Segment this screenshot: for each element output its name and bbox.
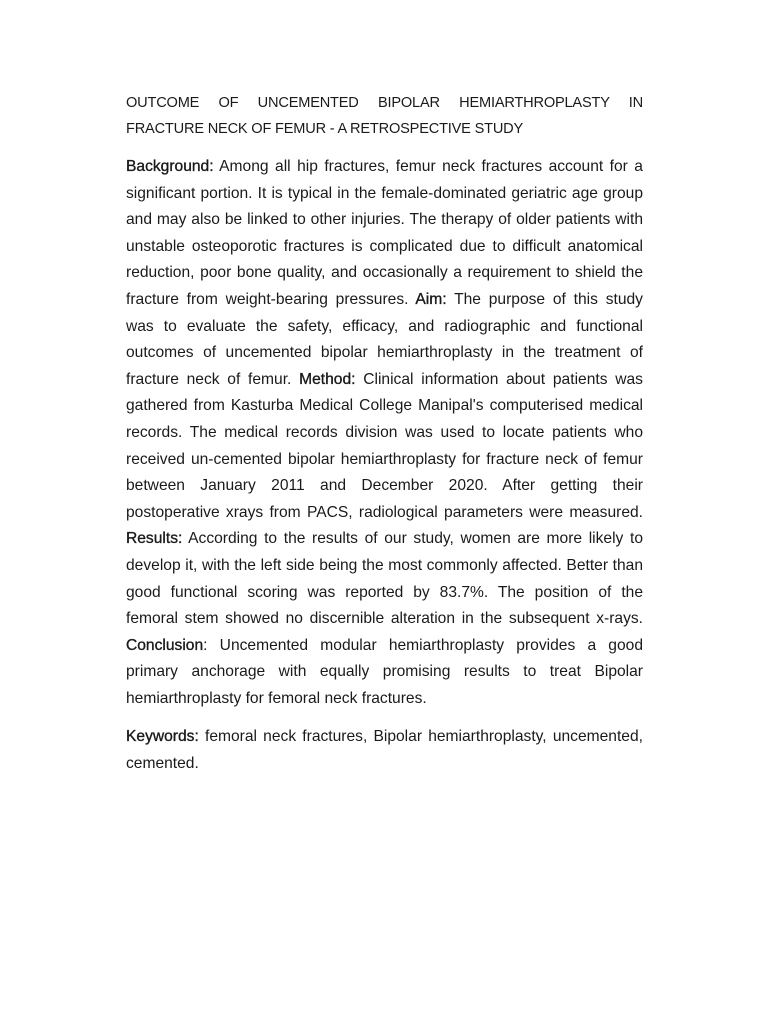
results-label: Results:	[126, 530, 183, 548]
aim-text: The purpose of this study was to evaluate the safety, efficacy, and radiographic and functional outcomes of uncemented bipolar hemiarthroplasty in the treatment of fracture neck of femur.	[126, 290, 643, 388]
document-content	[126, 90, 643, 778]
keywords-paragraph	[126, 724, 643, 777]
keywords-label: Keywords:	[126, 728, 199, 746]
method-text: Clinical information about patients was gathered from Kasturba Medical College Manipal's computerised medical records. The medical records division was used to locate patients who received un-cemented bipolar hemiarthroplasty for fracture neck of femur between January 2011 and December 2020. After getting their postoperative xrays from PACS, radiological parameters were measured.	[126, 370, 643, 521]
conclusion-text: : Uncemented modular hemiarthroplasty provides a good primary anchorage with equally promising results to treat Bipolar hemiarthroplasty for femoral neck fractures.	[126, 636, 643, 707]
keywords-text: femoral neck fractures, Bipolar hemiarthroplasty, uncemented, cemented.	[126, 728, 643, 773]
results-text: According to the results of our study, women are more likely to develop it, with the left side being the most commonly affected. Better than good functional scoring was reported by 83.7%. The position of the femoral stem showed no discernible alteration in the subsequent x-rays.	[126, 530, 643, 628]
abstract-paragraph	[126, 154, 643, 712]
aim-label: Aim:	[415, 290, 447, 308]
background-text: Among all hip fractures, femur neck fractures account for a significant portion. It is typical in the female-dominated geriatric age group and may also be linked to other injuries. The therapy of older patients with unstable osteoporotic fractures is complicated due to difficult anatomical reduction, poor bone quality, and occasionally a requirement to shield the fracture from weight-bearing pressures.	[126, 158, 643, 308]
background-label: Background:	[126, 158, 214, 175]
document-title: OUTCOME OF UNCEMENTED BIPOLAR HEMIARTHROPLASTY IN FRACTURE NECK OF FEMUR - A RETROSPECTIVE STUDY	[126, 95, 643, 137]
conclusion-label: Conclusion	[126, 636, 204, 654]
method-label: Method:	[299, 370, 356, 388]
